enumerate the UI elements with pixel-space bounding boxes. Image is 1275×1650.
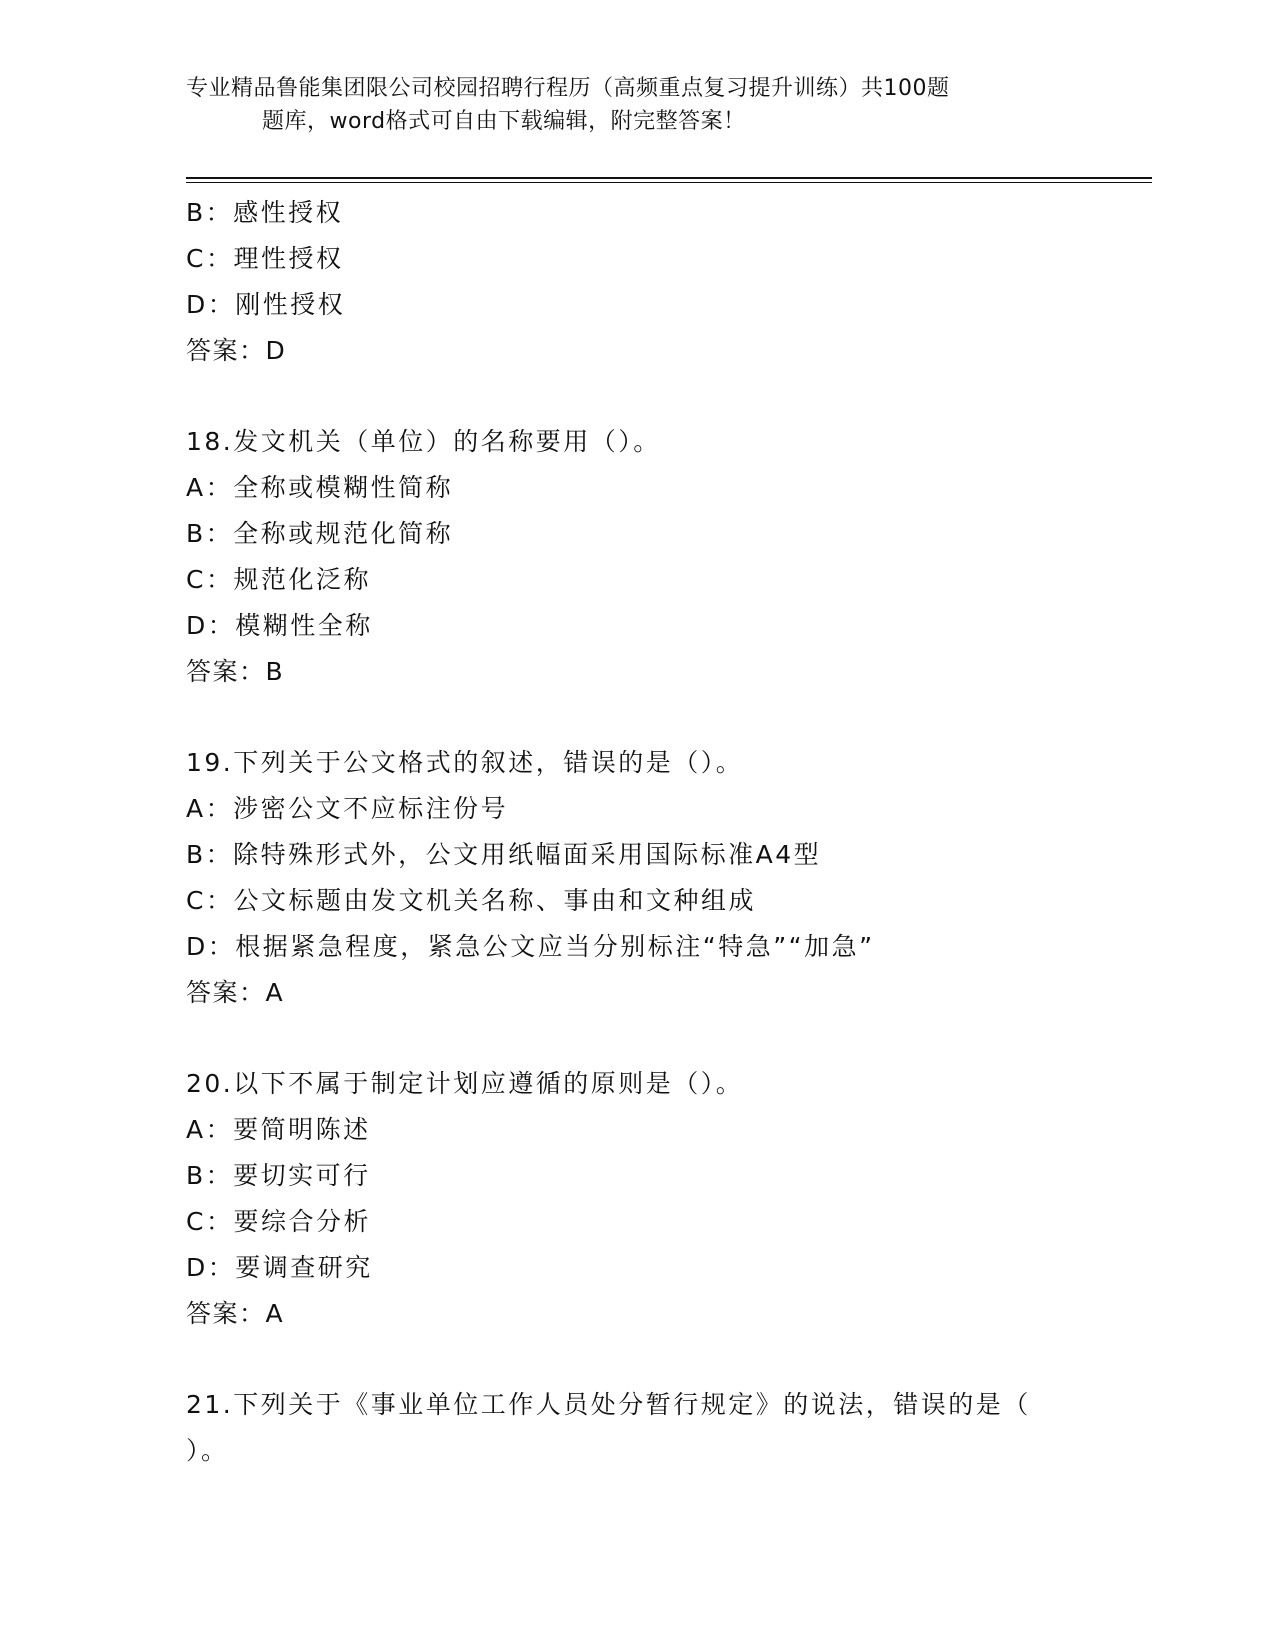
question-list [186,190,1086,1474]
option-c: C：规范化泛称 [186,565,371,594]
document-header [186,72,1066,138]
option-b: B：感性授权 [186,198,344,227]
option-c: C：公文标题由发文机关名称、事由和文种组成 [186,886,756,915]
question-text: 20.以下不属于制定计划应遵循的原则是（）。 [186,1069,744,1098]
option-c: C：要综合分析 [186,1207,371,1236]
header-line-2: 题库，word格式可自由下载编辑，附完整答案！ [262,109,746,134]
option-d: D：模糊性全称 [186,611,373,640]
question-18 [186,419,1086,695]
question-spacer [186,374,1086,419]
answer: 答案：A [186,1299,285,1328]
question-21 [186,1382,1086,1474]
question-19 [186,740,1086,1016]
option-a: A：要简明陈述 [186,1115,371,1144]
answer: 答案：B [186,657,285,686]
question-text: 19.下列关于公文格式的叙述，错误的是（）。 [186,748,744,777]
answer: 答案：A [186,978,285,1007]
header-divider-thick [186,177,1152,179]
option-a: A：涉密公文不应标注份号 [186,794,509,823]
option-a: A：全称或模糊性简称 [186,473,454,502]
header-divider-thin [186,182,1152,183]
question-text-line-1: 21.下列关于《事业单位工作人员处分暂行规定》的说法，错误的是（ [186,1390,1031,1419]
option-d: D：要调查研究 [186,1253,373,1282]
option-c: C：理性授权 [186,244,344,273]
answer: 答案：D [186,336,287,365]
question-spacer [186,1016,1086,1061]
option-b: B：全称或规范化简称 [186,519,454,548]
option-b: B：除特殊形式外，公文用纸幅面采用国际标准A4型 [186,840,822,869]
option-b: B：要切实可行 [186,1161,371,1190]
option-d: D：刚性授权 [186,290,346,319]
question-text: 18.发文机关（单位）的名称要用（）。 [186,427,661,456]
header-divider [186,177,1152,183]
question-spacer [186,1337,1086,1382]
question-text-line-2: ）。 [186,1436,229,1465]
option-d: D：根据紧急程度，紧急公文应当分别标注“特急”“加急” [186,932,875,961]
header-line-1: 专业精品鲁能集团限公司校园招聘行程历（高频重点复习提升训练）共100题 [186,76,950,101]
question-spacer [186,695,1086,740]
question-20 [186,1061,1086,1337]
question-17 [186,190,1086,374]
